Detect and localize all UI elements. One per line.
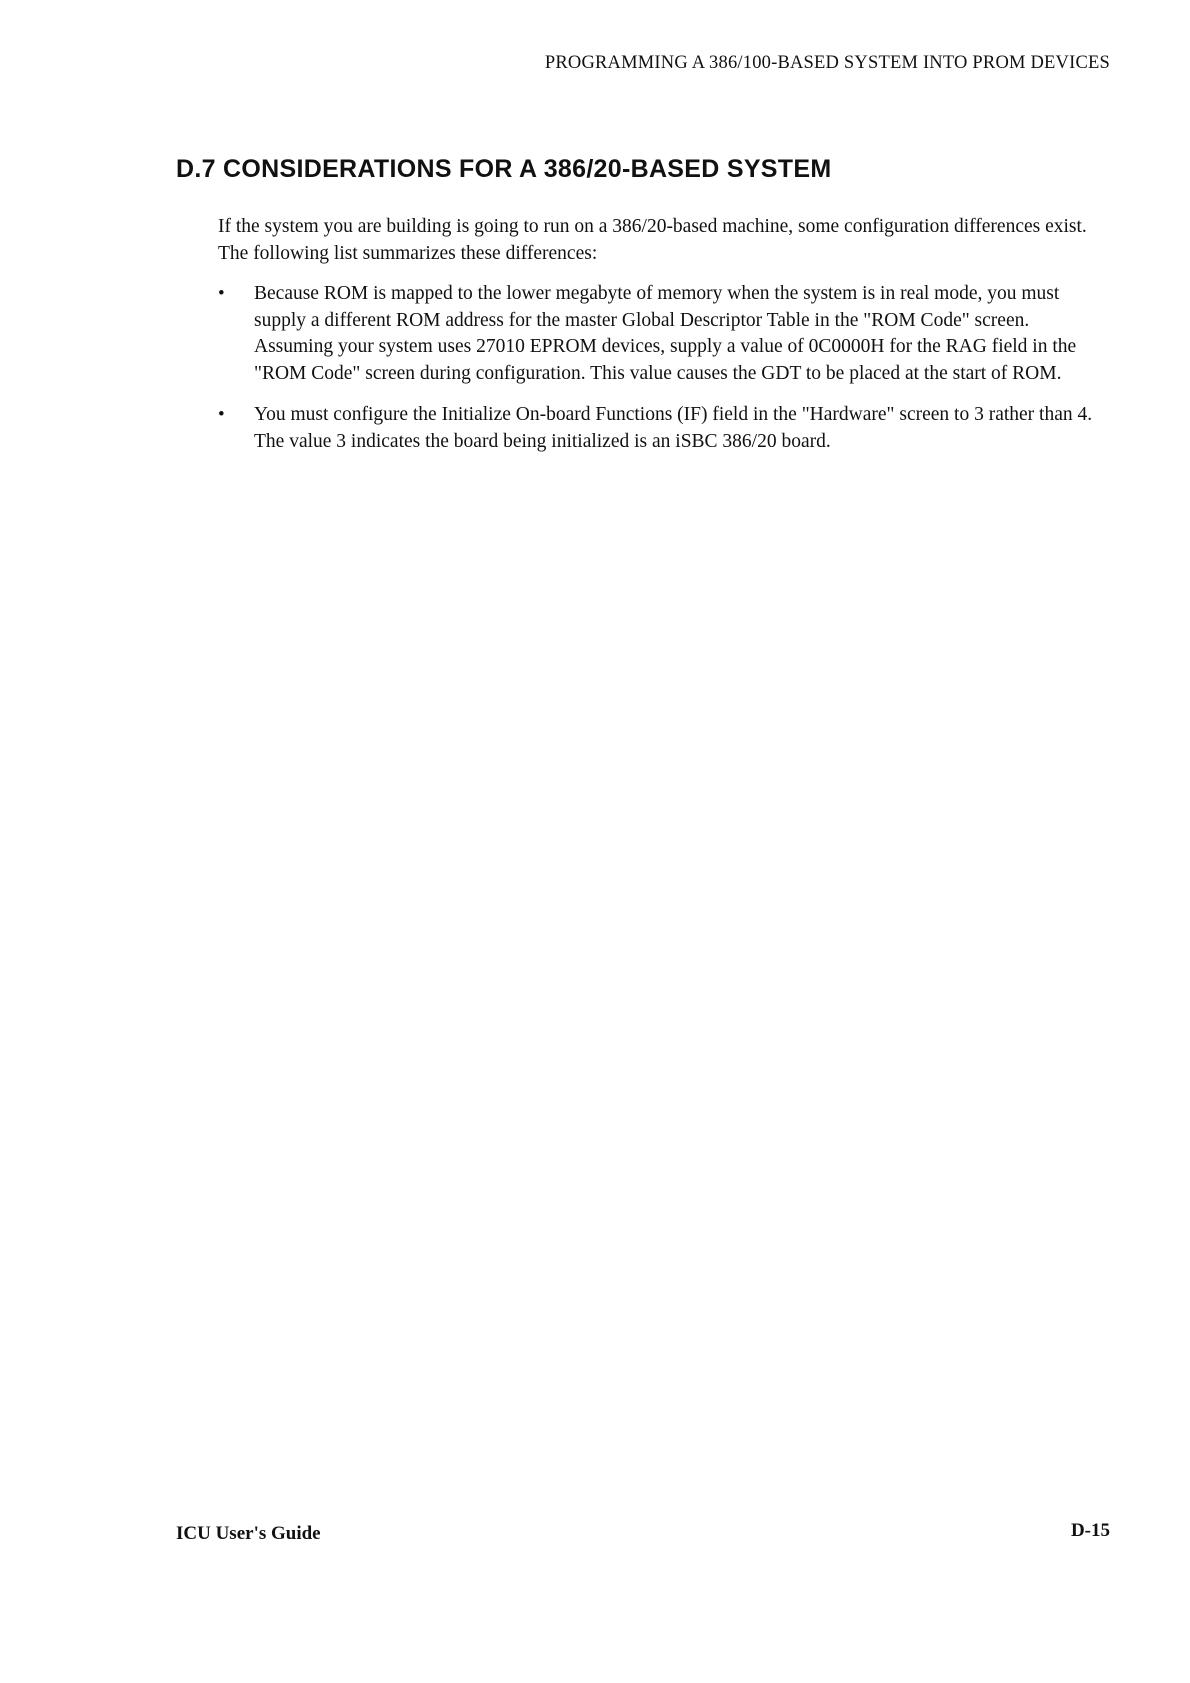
bullet-icon: •	[218, 404, 225, 425]
section-body	[218, 214, 1098, 470]
list-item	[218, 402, 1098, 455]
section-title: D.7 CONSIDERATIONS FOR A 386/20-BASED SYSTEM	[176, 155, 832, 183]
running-header: PROGRAMMING A 386/100-BASED SYSTEM INTO PROM DEVICES	[544, 53, 1110, 73]
intro-paragraph: If the system you are building is going to run on a 386/20-based machine, some configuration differences exist. The following list summarizes these differences:	[218, 216, 1087, 264]
list-item	[218, 281, 1098, 387]
bullet-icon: •	[218, 283, 225, 304]
list-item-text: Because ROM is mapped to the lower megabyte of memory when the system is in real mode, you must supply a different ROM address for the master Global Descriptor Table in the "ROM Code" screen. Assuming your system uses 27010 EPROM devices, supply a value of 0C0000H for the RAG field in the "ROM Code" screen during configuration. This value causes the GDT to be placed at the start of ROM.	[254, 283, 1077, 384]
footer-doc-title: ICU User's Guide	[176, 1523, 321, 1544]
list-item-text: You must configure the Initialize On-board Functions (IF) field in the "Hardware" screen to 3 rather than 4. The value 3 indicates the board being initialized is an iSBC 386/20 board.	[254, 404, 1093, 452]
differences-list	[218, 281, 1098, 455]
footer-page-number: D-15	[1070, 1520, 1110, 1541]
